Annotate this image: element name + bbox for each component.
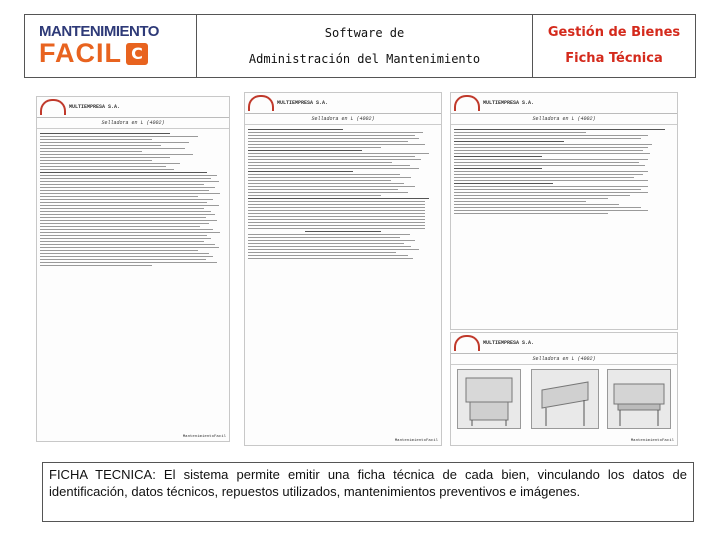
slide-caption: FICHA TECNICA: El sistema permite emitir una ficha técnica de cada bien, vinculando los datos de identificación, datos técnicos, repuestos utilizados, mantenimientos preventivos e imágenes. <box>42 462 694 522</box>
company-name: MULTIEMPRESA S.A. <box>277 100 329 106</box>
section-line-1: Gestión de Bienes <box>547 25 681 40</box>
machine-photo-3 <box>607 369 671 429</box>
sheet-subtitle: Selladora en L (4002) <box>451 114 677 125</box>
sheet-content <box>37 129 229 270</box>
company-name: MULTIEMPRESA S.A. <box>483 100 535 106</box>
slide-header <box>24 14 696 78</box>
software-title <box>197 15 533 77</box>
sheet-subtitle: Selladora en L (4002) <box>245 114 441 125</box>
company-name: MULTIEMPRESA S.A. <box>69 104 121 110</box>
title-line-2: Administración del Mantenimiento <box>248 52 481 66</box>
company-logo-icon <box>40 99 66 115</box>
company-logo-icon <box>454 335 480 351</box>
technical-sheet-page-1 <box>36 96 230 442</box>
technical-sheet-page-4 <box>450 332 678 446</box>
title-line-1: Software de <box>324 26 405 40</box>
logo-text-top: MANTENIMIENTO <box>39 23 159 40</box>
section-line-2: Ficha Técnica <box>565 51 663 66</box>
sheet-footer: MantenimientoFacil <box>394 439 438 443</box>
section-title <box>533 15 695 77</box>
sheet-subtitle: Selladora en L (4002) <box>451 354 677 365</box>
company-name: MULTIEMPRESA S.A. <box>483 340 535 346</box>
technical-sheet-page-3 <box>450 92 678 330</box>
sheet-content <box>451 125 677 218</box>
company-logo-icon <box>454 95 480 111</box>
sheet-content <box>245 125 441 263</box>
machine-photo-1 <box>457 369 521 429</box>
technical-sheet-page-2 <box>244 92 442 446</box>
sheet-footer: MantenimientoFacil <box>630 439 674 443</box>
company-logo-icon <box>248 95 274 111</box>
brand-logo <box>25 15 197 77</box>
machine-photo-2 <box>531 369 599 429</box>
sheet-subtitle: Selladora en L (4002) <box>37 118 229 129</box>
sheet-footer: MantenimientoFacil <box>182 435 226 439</box>
logo-mark-icon: C <box>126 43 148 65</box>
logo-text-bottom: FACIL <box>39 38 122 68</box>
